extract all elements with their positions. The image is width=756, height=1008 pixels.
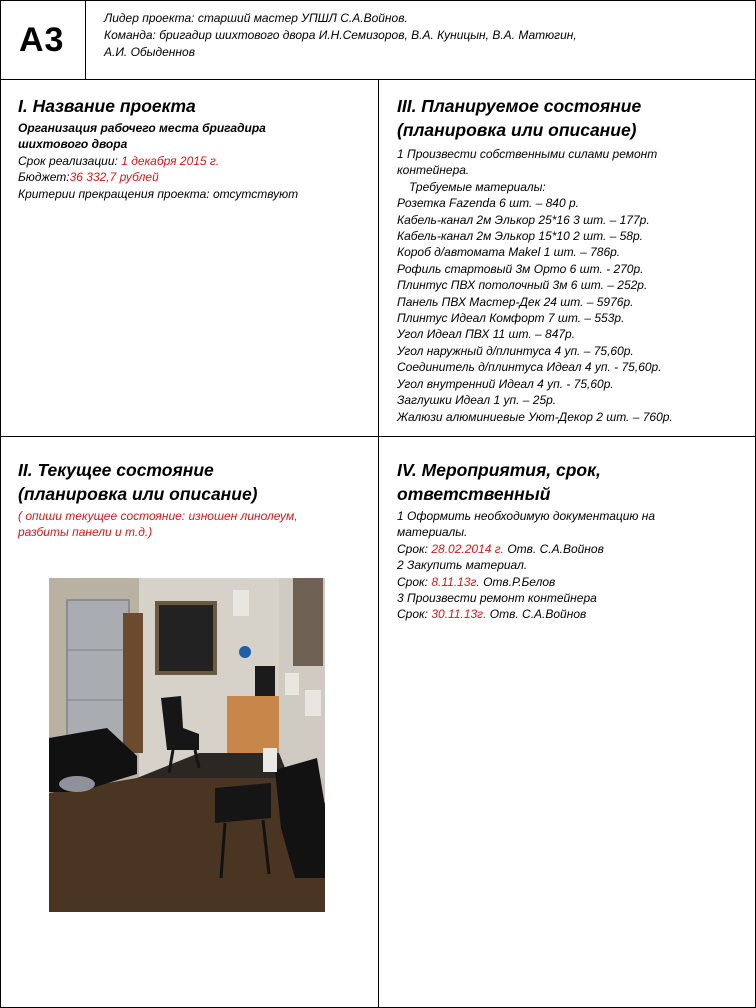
row-divider: [1, 436, 755, 437]
section-project-name: [18, 94, 368, 202]
term-date: 30.11.13г.: [431, 607, 487, 622]
responsible: Отв. С.А.Войнов: [486, 607, 587, 622]
section-title: [18, 458, 368, 506]
material-item: Угол наружный д/плинтуса 4 уп. – 75,60р.: [397, 343, 634, 358]
project-team: [104, 10, 744, 61]
section-title-line: (планировка или описание): [397, 120, 637, 140]
section-title: I. Название проекта: [18, 96, 196, 116]
material-item: Рофиль стартовый 3м Орто 6 шт. - 270р.: [397, 261, 644, 276]
stop-criteria: Критерии прекращения проекта: отсутствуют: [18, 186, 299, 201]
materials-label: Требуемые материалы:: [409, 179, 546, 194]
section-planned-state: [397, 94, 747, 425]
section-actions: [397, 458, 747, 623]
material-item: Заглушки Идеал 1 уп. – 25р.: [397, 393, 557, 408]
material-item: Плинтус Идеал Комфорт 7 шт. – 553р.: [397, 311, 625, 326]
sheet-code: А3: [19, 21, 65, 59]
section-title-line: (планировка или описание): [18, 484, 258, 504]
deadline: [18, 153, 368, 169]
current-state-note: ( опиши текущее состояние: изношен линолеум,: [18, 509, 298, 523]
section-title-line: II. Текущее состояние: [18, 460, 214, 480]
term-label: Срок:: [397, 574, 432, 589]
deadline-value: 1 декабря 2015 г.: [121, 153, 220, 168]
section-title-line: ответственный: [397, 484, 551, 504]
material-item: Панель ПВХ Мастер-Дек 24 шт. – 5976р.: [397, 294, 634, 309]
project-name: Организация рабочего места бригадира: [18, 121, 266, 135]
material-item: Соединитель д/плинтуса Идеал 4 уп. - 75,60р.: [397, 360, 662, 375]
section-title: [397, 458, 747, 506]
budget-label: Бюджет:: [18, 170, 70, 185]
step-text: материалы.: [397, 525, 468, 540]
material-item: Розетка Fazenda 6 шт. – 840 р.: [397, 196, 579, 211]
leader-line: Лидер проекта: старший мастер УПШЛ С.А.Войнов.: [104, 11, 408, 25]
step-text: 1 Оформить необходимую документацию на: [397, 509, 656, 523]
plan-intro: контейнера.: [397, 163, 470, 178]
term-date: 28.02.2014 г.: [431, 541, 505, 556]
material-item: Короб д/автомата Makel 1 шт. – 786р.: [397, 245, 621, 260]
current-state-photo: [49, 578, 325, 912]
materials-list: [397, 195, 747, 425]
plan-intro: 1 Произвести собственными силами ремонт: [397, 147, 658, 161]
material-item: Жалюзи алюминиевые Уют-Декор 2 шт. – 760р.: [397, 409, 673, 424]
material-item: Угол Идеал ПВХ 11 шт. – 847р.: [397, 327, 576, 342]
budget: [18, 169, 368, 185]
deadline-label: Срок реализации:: [18, 153, 122, 168]
budget-value: 36 332,7 рублей: [69, 170, 159, 185]
term-label: Срок:: [397, 607, 432, 622]
column-divider: [378, 79, 379, 1007]
project-name: шихтового двора: [18, 137, 128, 152]
step-text: 2 Закупить материал.: [397, 558, 528, 573]
team-line: А.И. Обыденнов: [104, 45, 195, 59]
step-text: 3 Произвести ремонт контейнера: [397, 591, 597, 606]
step-term: [397, 606, 747, 622]
code-divider: [85, 1, 86, 79]
step-term: [397, 574, 747, 590]
step-term: [397, 541, 747, 557]
material-item: Плинтус ПВХ потолочный 3м 6 шт. – 252р.: [397, 278, 648, 293]
section-current-state: [18, 458, 368, 541]
team-line: Команда: бригадир шихтового двора И.Н.Семизоров, В.А. Куницын, В.А. Матюгин,: [104, 28, 577, 42]
section-title-line: III. Планируемое состояние: [397, 96, 642, 116]
responsible: Отв. С.А.Войнов: [504, 541, 604, 556]
material-item: Кабель-канал 2м Элькор 25*16 3 шт. – 177р.: [397, 212, 650, 227]
action-steps: [397, 508, 747, 623]
responsible: Отв.Р.Белов: [479, 574, 556, 589]
section-title: [397, 94, 747, 142]
material-item: Угол внутренний Идеал 4 уп. - 75,60р.: [397, 376, 614, 391]
current-state-note: разбиты панели и т.д.): [18, 525, 153, 540]
material-item: Кабель-канал 2м Элькор 15*10 2 шт. – 58р.: [397, 229, 643, 244]
term-label: Срок:: [397, 541, 432, 556]
section-title-line: IV. Мероприятия, срок,: [397, 460, 601, 480]
term-date: 8.11.13г.: [431, 574, 480, 589]
